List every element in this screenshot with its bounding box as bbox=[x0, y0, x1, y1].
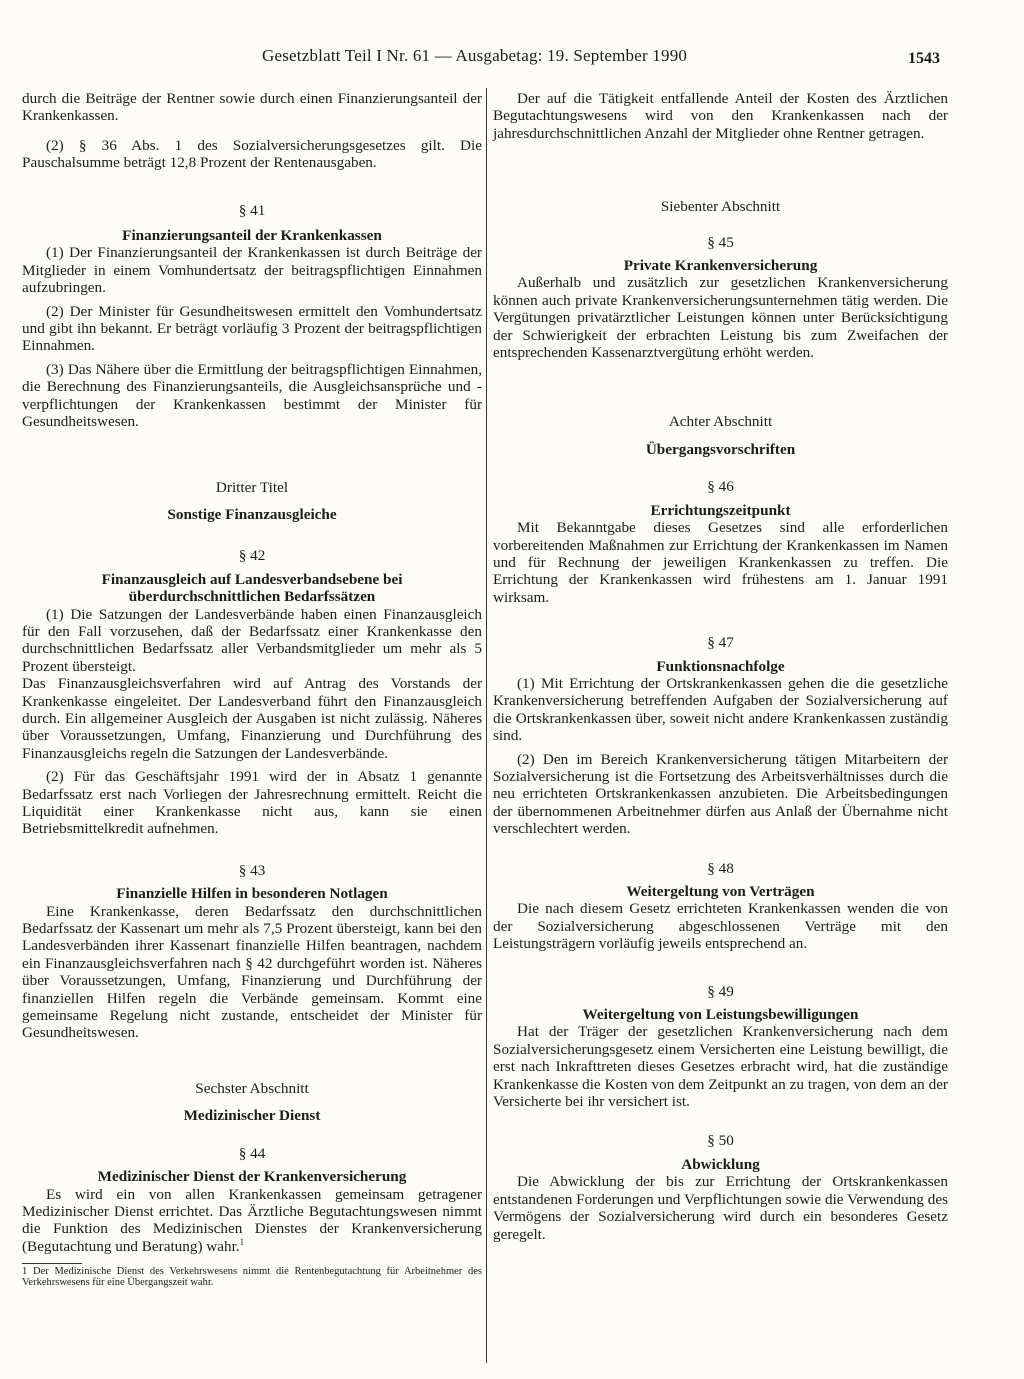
paragraph: (1) Der Finanzierungsanteil der Krankenkassen ist durch Beiträge der Mitglieder in einem Vomhundertsatz der beitragspflichtigen Einnahmen aufzubringen. bbox=[22, 244, 482, 297]
section-title: Weitergeltung von Leistungsbewilligungen bbox=[582, 1006, 859, 1024]
left-column bbox=[22, 90, 482, 1288]
section-number: § 44 bbox=[238, 1144, 266, 1162]
title-heading: Dritter Titel bbox=[215, 478, 289, 496]
chapter-heading: Sechster Abschnitt bbox=[195, 1079, 309, 1097]
paragraph: Hat der Träger der gesetzlichen Krankenversicherung nach dem Sozialversicherungsgesetz einem Versicherten eine Leistung bewilligt, die erst nach Inkrafttreten dieses Gesetzes erbracht wird, hat die zuständige Krankenkasse die Kosten von dem Zeitpunkt an zu tragen, von dem an der Versicherte bei ihr versichert ist. bbox=[493, 1023, 948, 1111]
section-title: Finanzielle Hilfen in besonderen Notlagen bbox=[116, 885, 388, 903]
section-title: Funktionsnachfolge bbox=[656, 657, 785, 675]
header-title: Gesetzblatt Teil I Nr. 61 — Ausgabetag: 19. September 1990 bbox=[262, 46, 688, 65]
footnote-rule bbox=[22, 1263, 82, 1264]
paragraph: (2) Der Minister für Gesundheitswesen ermittelt den Vomhundertsatz und gibt ihn bekannt. Er beträgt vorläufig 3 Prozent der beitragspflichtigen Einnahmen. bbox=[22, 302, 482, 355]
section-number: § 45 bbox=[707, 233, 734, 251]
chapter-name: Medizinischer Dienst bbox=[183, 1107, 321, 1125]
section-number: § 50 bbox=[707, 1132, 734, 1150]
column-divider bbox=[486, 88, 487, 1363]
section-number: § 43 bbox=[238, 861, 266, 879]
section-title: Weitergeltung von Verträgen bbox=[626, 883, 815, 900]
chapter-name: Übergangsvorschriften bbox=[645, 440, 796, 458]
paragraph: durch die Beiträge der Rentner sowie durch einen Finanzierungsanteil der Krankenkassen. bbox=[22, 90, 482, 125]
section-title: Abwicklung bbox=[681, 1155, 760, 1173]
paragraph: (3) Das Nähere über die Ermittlung der beitragspflichtigen Einnahmen, die Berechnung des Finanzierungsanteils, die Ausgleichsansprüche und -verpflichtungen der Krankenkassen bestimmt der Minister für Gesundheitswesen. bbox=[22, 360, 482, 431]
paragraph: (2) § 36 Abs. 1 des Sozialversicherungsgesetzes gilt. Die Pauschalsumme beträgt 12,8 Prozent der Rentenausgaben. bbox=[22, 136, 482, 172]
paragraph: Der auf die Tätigkeit entfallende Anteil der Kosten des Ärztlichen Begutachtungswesens wird von den Krankenkassen nach der jahresdurchschnittlichen Anzahl der Mitglieder ohne Rentner getragen. bbox=[493, 90, 948, 142]
section-title: Finanzierungsanteil der Krankenkassen bbox=[122, 227, 382, 245]
paragraph: Die nach diesem Gesetz errichteten Krankenkassen wenden die von der Sozialversicherung abgeschlossenen Verträge mit den Leistungsträgern vorläufig jeweils entsprechend an. bbox=[493, 900, 948, 953]
paragraph: (2) Den im Bereich Krankenversicherung tätigen Mitarbeitern der Sozialversicherung ist die Fortsetzung des Arbeitsverhältnisses durch die neu errichteten Ortskrankenkassen anzubieten. Die Arbeitsbedingungen der übernommenen Arbeitnehmer dürfen aus Anlaß der Übernahme nicht verschlechtert werden. bbox=[493, 750, 948, 838]
paragraph: Das Finanzausgleichsverfahren wird auf Antrag des Vorstands der Krankenkasse eingeleitet. Der Landesverband führt den Finanzausgleich durch. Ein allgemeiner Ausgleich der Ausgaben ist nicht zulässig. Näheres über Voraussetzungen, Umfang, Finanzierung und Durchführung des Finanzausgleichs regeln die Satzungen der Landesverbände. bbox=[22, 675, 482, 762]
paragraph: Die Abwicklung der bis zur Errichtung der Ortskrankenkassen entstandenen Forderungen und Verpflichtungen sowie die Verwendung des Vermögens der Sozialversicherung wird durch ein besonderes Gesetz geregelt. bbox=[493, 1173, 948, 1243]
paragraph: (2) Für das Geschäftsjahr 1991 wird der in Absatz 1 genannte Bedarfssatz erst nach Vorliegen der Jahresrechnung ermittelt. Reicht die Liquidität einer Krankenkasse nicht aus, kann sie einen Betriebsmittelkredit aufnehmen. bbox=[22, 768, 482, 838]
section-number: § 47 bbox=[707, 634, 734, 652]
chapter-heading: Achter Abschnitt bbox=[668, 413, 773, 431]
paragraph bbox=[22, 1186, 482, 1256]
paragraph: Außerhalb und zusätzlich zur gesetzlichen Krankenversicherung können auch private Krankenversicherungsunternehmen tätig werden. Die Vergütungen privatärztlicher Leistungen können unter Berücksichtigung der Schwierigkeit der erbrachten Leistung bis zum Zweifachen der entsprechenden Kassenarztvergütung erhöht werden. bbox=[493, 274, 948, 362]
section-title: Finanzausgleich auf Landesverbandsebene bei überdurchschnittlichen Bedarfssätzen bbox=[101, 570, 403, 606]
paragraph: (1) Mit Errichtung der Ortskrankenkassen gehen die die gesetzliche Krankenversicherung betreffenden Aufgaben der Sozialversicherung auf die Ortskrankenkassen über, soweit nicht andere Krankenkassen zuständig sind. bbox=[493, 674, 948, 745]
right-column bbox=[493, 90, 948, 1243]
paragraph: (1) Die Satzungen der Landesverbände haben einen Finanzausgleich für den Fall vorzusehen, daß der Bedarfssatz einer Krankenkasse den durchschnittlichen Bedarfssatz aller Verbandsmitglieder um mehr als 5 Prozent übersteigt. bbox=[22, 605, 482, 675]
paragraph: Mit Bekanntgabe dieses Gesetzes sind alle erforderlichen vorbereitenden Maßnahmen zur Errichtung der Krankenkassen im Namen und für Rechnung der jeweiligen Krankenkassen zu treffen. Die Errichtung der Krankenkassen wird frühestens am 1. Januar 1991 wirksam. bbox=[493, 519, 948, 606]
page-number: 1543 bbox=[908, 50, 940, 67]
section-number: § 49 bbox=[707, 982, 734, 1000]
section-number: § 42 bbox=[238, 547, 266, 565]
page-header bbox=[0, 46, 1024, 74]
paragraph-text: Es wird ein von allen Krankenkassen gemeinsam getragener Medizinischer Dienst errichtet. Das Ärztliche Begutachtungswesen nimmt die Funktion des Medizinischen Dienstes der Krankenversicherung (Begutachtung und Beratung) wahr. bbox=[22, 1185, 482, 1255]
section-number: § 48 bbox=[707, 859, 734, 877]
paragraph: Eine Krankenkasse, deren Bedarfssatz den durchschnittlichen Bedarfssatz der Kassenart um mehr als 7,5 Prozent übersteigt, kann bei den Landesverbänden ihrer Kassenart finanzielle Hilfen beantragen, nachdem ein Finanzausgleichsverfahren nach § 42 durchgeführt worden ist. Näheres über Voraussetzungen, Umfang, Finanzierung und Durchführung der finanziellen Hilfen regeln die Verbände gemeinsam. Kommt eine gemeinsame Regelung nicht zustande, entscheidet der Minister für Gesundheitswesen. bbox=[22, 902, 482, 1042]
section-title: Private Krankenversicherung bbox=[623, 257, 818, 275]
section-title: Medizinischer Dienst der Krankenversicherung bbox=[97, 1168, 407, 1186]
section-number: § 41 bbox=[238, 201, 266, 219]
section-title: Errichtungszeitpunkt bbox=[650, 501, 791, 519]
footnote: 1 Der Medizinische Dienst des Verkehrswesens nimmt die Rentenbegutachtung für Arbeitnehmer des Verkehrswesens für eine Übergangszeit wahr. bbox=[22, 1266, 482, 1289]
section-number: § 46 bbox=[707, 478, 734, 496]
chapter-heading: Siebenter Abschnitt bbox=[660, 198, 781, 216]
footnote-marker: 1 bbox=[239, 1236, 245, 1247]
title-name: Sonstige Finanzausgleiche bbox=[167, 505, 337, 523]
